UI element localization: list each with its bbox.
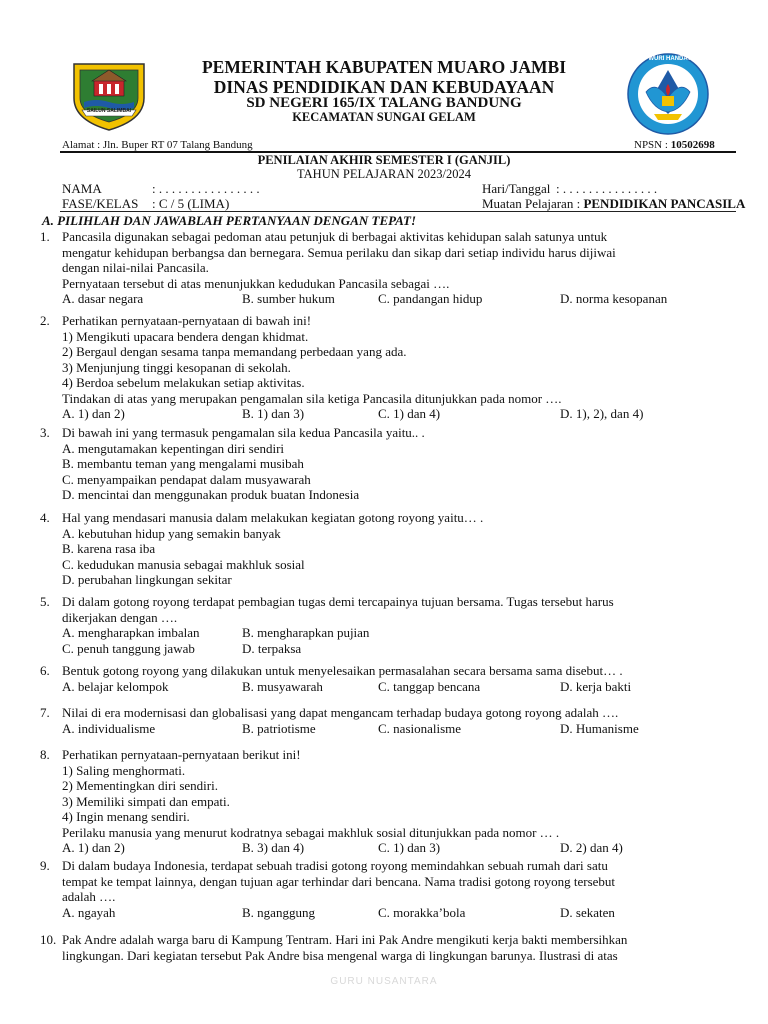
answer-option: C. nasionalisme [378,720,462,736]
question-line: Perhatikan pernyataan-pernyataan di bawah ini! [62,313,312,328]
nama-value: : . . . . . . . . . . . . . . . . [152,181,260,196]
answer-option: B. 1) dan 3) [242,406,305,421]
question-line: 4) Ingin menang sendiri. [62,809,190,824]
question-text [62,425,734,441]
question-text [62,932,734,963]
question-line: 4) Berdoa sebelum melakukan setiap aktivitas. [62,375,305,390]
npsn-value: 10502698 [670,139,715,151]
school-address: Alamat : Jln. Buper RT 07 Talang Bandung [62,139,253,151]
info-divider [60,211,736,212]
answer-option: B. musyawarah [242,678,323,694]
question-line: dengan nilai-nilai Pancasila. [62,260,209,275]
question-number: 3. [40,425,50,440]
question-line: Pernyataan tersebut di atas menunjukkan kedudukan Pancasila sebagai …. [62,275,450,291]
nama-label: NAMA [62,181,102,196]
question-line: dikerjakan dengan …. [62,609,178,625]
answer-option: A. 1) dan 2) [62,840,125,855]
muatan-pelajaran [482,196,745,211]
question-number: 5. [40,594,50,609]
watermark: GURU NUSANTARA [330,976,438,987]
answer-option: D. 2) dan 4) [560,840,623,855]
question-line: Di dalam gotong royong terdapat pembagian tugas demi tercapainya tujuan bersama. Tugas tersebut harus [62,594,614,609]
header-school: SD NEGERI 165/IX TALANG BANDUNG [246,95,522,111]
muatan-value: PENDIDIKAN PANCASILA [583,196,746,211]
answer-option: D. sekaten [560,904,615,920]
answer-option: C. penuh tanggung jawab [62,640,195,656]
muatan-label: Muatan Pelajaran : [482,196,584,211]
header-subdistrict: KECAMATAN SUNGAI GELAM [292,110,476,124]
answer-option: D. 1), 2), dan 4) [560,406,644,421]
exam-title: PENILAIAN AKHIR SEMESTER I (GANJIL) [257,153,511,167]
answer-option: B. sumber hukum [242,291,335,306]
answer-option: A. dasar negara [62,291,144,306]
header-department: DINAS PENDIDIKAN DAN KEBUDAYAAN [213,77,555,97]
question-line: 1) Mengikuti upacara bendera dengan khidmat. [62,328,309,344]
answer-option: A. mengharapkan imbalan [62,625,200,640]
question-line: Perilaku manusia yang menurut kodratnya sebagai makhluk sosial ditunjukkan pada nomor … . [62,824,560,840]
question-line: Hal yang mendasari manusia dalam melakukan kegiatan gotong royong yaitu… . [62,510,484,525]
question-number: 9. [40,858,50,873]
question-line: 3) Menjunjung tinggi kesopanan di sekolah. [62,359,291,375]
question-line: 3) Memiliki simpati dan empati. [62,793,230,809]
answer-option: B. 3) dan 4) [242,840,305,855]
answer-option: A. mengutamakan kepentingan diri sendiri [62,440,285,456]
district-logo-motto: SAILUN SALIMBAI [86,108,132,114]
question-line: lingkungan. Dari kegiatan tersebut Pak Andre bisa mengenal warga di lingkungan barunya. Ilustrasi di atas [62,947,618,963]
question-line: Di bawah ini yang termasuk pengamalan sila kedua Pancasila yaitu.. . [62,425,425,440]
answer-option: D. norma kesopanan [560,291,668,306]
question-text [62,594,734,625]
question-number: 2. [40,313,50,328]
answer-option: A. 1) dan 2) [62,406,125,421]
answer-option: C. kedudukan manusia sebagai makhluk sosial [62,556,305,572]
question-line: Di dalam budaya Indonesia, terdapat sebuah tradisi gotong royong memindahkan sebuah rumah dari satu [62,858,608,873]
answer-option: B. membantu teman yang mengalami musibah [62,456,304,471]
answer-option: B. mengharapkan pujian [242,625,370,640]
answer-option: C. pandangan hidup [378,291,483,306]
question-text [62,510,734,526]
answer-option: B. karena rasa iba [62,541,156,556]
question-number: 6. [40,663,50,678]
section-title: A. PILIHLAH DAN JAWABLAH PERTANYAAN DENGAN TEPAT! [42,213,417,228]
question-number: 1. [40,229,50,244]
question-number: 4. [40,510,50,525]
question-number: 10. [40,932,57,947]
question-text [62,313,734,406]
question-line: Tindakan di atas yang merupakan pengamalan sila ketiga Pancasila ditunjukkan pada nomor …. [62,390,562,406]
answer-option: A. kebutuhan hidup yang semakin banyak [62,525,281,541]
answer-option: C. 1) dan 4) [378,406,441,421]
question-number: 8. [40,747,50,762]
answer-option: C. menyampaikan pendapat dalam musyawarah [62,471,311,487]
question-line: mengatur kehidupan berbangsa dan bernegara. Semua perilaku dan sikap dari setiap individu harus dijiwai [62,244,616,260]
hari-label: Hari/Tanggal [482,181,551,196]
answer-option: C. morakka’bola [378,904,466,920]
question-line: Nilai di era modernisasi dan globalisasi yang dapat mengancam terhadap budaya gotong royong adalah …. [62,705,619,720]
answer-option: D. perubahan lingkungan sekitar [62,572,232,587]
question-text [62,705,734,721]
answer-option: A. individualisme [62,720,156,736]
question-line: 2) Mementingkan diri sendiri. [62,778,218,793]
answer-option: A. ngayah [62,904,116,920]
answer-option: C. tanggap bencana [378,678,481,694]
fase-value: : C / 5 (LIMA) [152,196,230,211]
npsn-label: NPSN : [634,139,671,151]
question-text [62,747,734,840]
question-line: Pancasila digunakan sebagai pedoman atau petunjuk di berbagai aktivitas kehidupan salah satunya untuk [62,229,608,244]
answer-option: D. mencintai dan menggunakan produk buatan Indonesia [62,487,360,502]
question-text [62,858,734,905]
exam-year: TAHUN PELAJARAN 2023/2024 [297,167,471,181]
question-line: adalah …. [62,889,116,904]
answer-option: B. patriotisme [242,720,316,736]
answer-option: D. Humanisme [560,720,639,736]
fase-label: FASE/KELAS [62,196,139,211]
answer-option: D. kerja bakti [560,678,632,694]
answer-option: C. 1) dan 3) [378,840,441,855]
question-line: 2) Bergaul dengan sesama tanpa memandang perbedaan yang ada. [62,344,407,359]
question-number: 7. [40,705,50,720]
question-line: 1) Saling menghormati. [62,762,186,778]
answer-option: D. terpaksa [242,640,302,656]
question-text [62,229,734,291]
answer-option: A. belajar kelompok [62,678,169,694]
question-line: Perhatikan pernyataan-pernyataan berikut ini! [62,747,301,762]
question-line: tempat ke tempat lainnya, dengan tujuan agar terhindar dari bencana. Nama tradisi gotong royong tersebut [62,873,616,889]
question-text [62,663,734,679]
question-line: Pak Andre adalah warga baru di Kampung Tentram. Hari ini Pak Andre mengikuti kerja bakti membersihkan [62,932,628,947]
tut-wuri-motto: TUT WURI HANDAYANI [635,56,701,62]
answer-option: B. nganggung [242,904,315,920]
header-government: PEMERINTAH KABUPATEN MUARO JAMBI [201,57,567,77]
hari-value: : . . . . . . . . . . . . . . . [556,181,658,196]
question-line: Bentuk gotong royong yang dilakukan untuk menyelesaikan permasalahan secara bersama sama disebut… . [62,663,623,678]
